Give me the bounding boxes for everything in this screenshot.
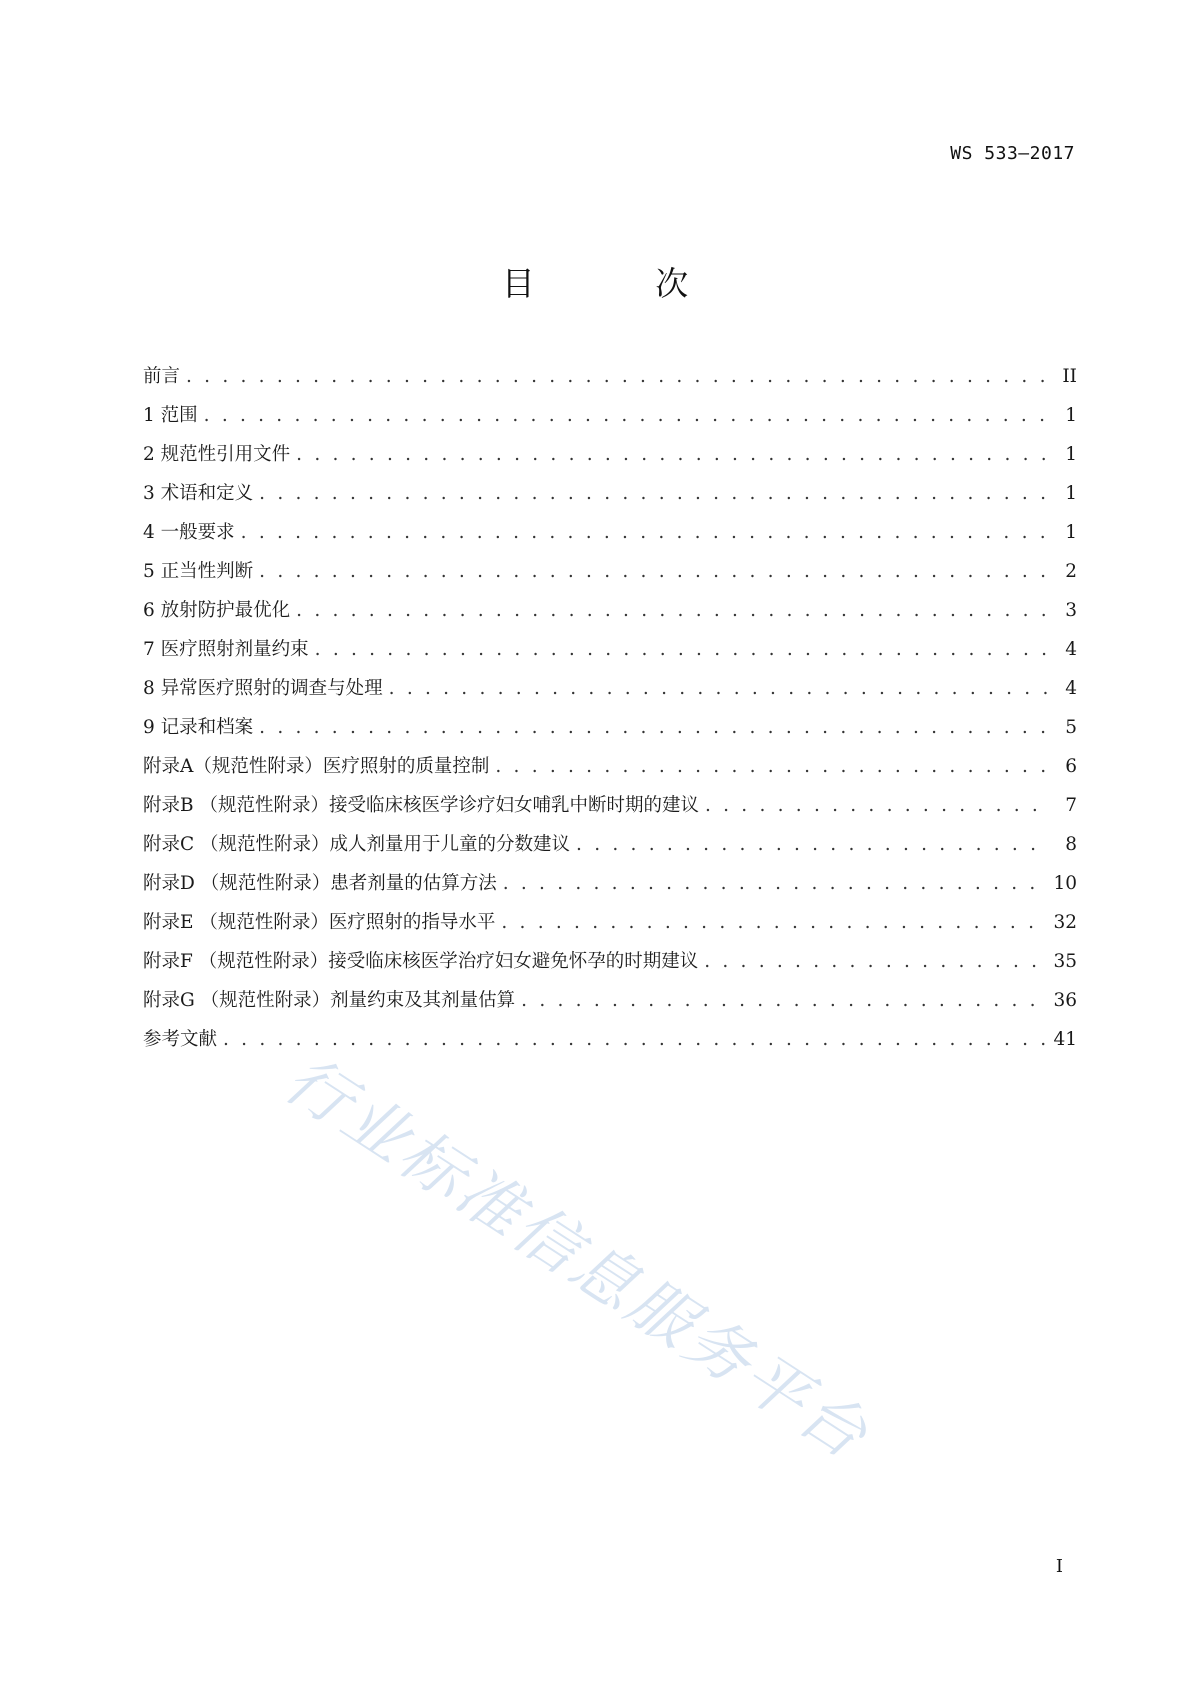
toc-dot-leader (259, 708, 1049, 747)
toc-entry-page: 35 (1053, 951, 1077, 972)
toc-entry-appendix-b[interactable] (143, 786, 1077, 825)
toc-dot-leader (186, 357, 1049, 396)
page-title: 目 次 (501, 264, 744, 303)
toc-entry-label: 7 医疗照射剂量约束 (143, 639, 309, 660)
table-of-contents (143, 357, 1077, 1059)
toc-entry-label: 9 记录和档案 (143, 717, 254, 738)
toc-entry-general-requirements[interactable] (143, 513, 1077, 552)
document-code: WS 533—2017 (950, 143, 1075, 164)
toc-entry-appendix-g[interactable] (143, 981, 1077, 1020)
toc-entry-page: 3 (1065, 600, 1077, 621)
toc-dot-leader (296, 435, 1049, 474)
toc-entry-page: 7 (1065, 795, 1077, 816)
toc-entry-appendix-c[interactable] (143, 825, 1077, 864)
toc-entry-justification[interactable] (143, 552, 1077, 591)
toc-entry-page: II (1062, 366, 1077, 387)
toc-dot-leader (705, 786, 1049, 825)
toc-entry-page: 1 (1065, 444, 1077, 465)
toc-dot-leader (204, 396, 1049, 435)
toc-entry-label: 参考文献 (143, 1029, 218, 1050)
toc-entry-appendix-a[interactable] (143, 747, 1077, 786)
toc-entry-label: 附录G （规范性附录）剂量约束及其剂量估算 (143, 990, 516, 1011)
toc-entry-page: 10 (1053, 873, 1077, 894)
page-number: I (1055, 1556, 1063, 1577)
toc-entry-page: 32 (1053, 912, 1077, 933)
toc-entry-label: 附录D （规范性附录）患者剂量的估算方法 (143, 873, 497, 894)
toc-dot-leader (259, 552, 1049, 591)
toc-entry-label: 附录E （规范性附录）医疗照射的指导水平 (143, 912, 496, 933)
toc-entry-label: 附录C （规范性附录）成人剂量用于儿童的分数建议 (143, 834, 571, 855)
toc-entry-records[interactable] (143, 708, 1077, 747)
toc-dot-leader (576, 825, 1049, 864)
toc-entry-page: 1 (1065, 522, 1077, 543)
toc-dot-leader (501, 903, 1047, 942)
toc-entry-label: 附录F （规范性附录）接受临床核医学治疗妇女避免怀孕的时期建议 (143, 951, 699, 972)
toc-entry-label: 4 一般要求 (143, 522, 235, 543)
toc-dot-leader (241, 513, 1049, 552)
toc-entry-page: 2 (1065, 561, 1077, 582)
toc-entry-terms-definitions[interactable] (143, 474, 1077, 513)
toc-entry-page: 41 (1053, 1029, 1077, 1050)
toc-entry-foreword[interactable] (143, 357, 1077, 396)
toc-entry-label: 2 规范性引用文件 (143, 444, 291, 465)
toc-entry-abnormal-exposure[interactable] (143, 669, 1077, 708)
toc-dot-leader (521, 981, 1047, 1020)
toc-entry-page: 4 (1065, 639, 1077, 660)
toc-entry-page: 1 (1065, 405, 1077, 426)
toc-entry-page: 6 (1065, 756, 1077, 777)
toc-dot-leader (704, 942, 1047, 981)
toc-entry-page: 1 (1065, 483, 1077, 504)
toc-entry-normative-references[interactable] (143, 435, 1077, 474)
toc-entry-page: 36 (1053, 990, 1077, 1011)
toc-entry-appendix-d[interactable] (143, 864, 1077, 903)
toc-entry-label: 8 异常医疗照射的调查与处理 (143, 678, 383, 699)
toc-entry-appendix-e[interactable] (143, 903, 1077, 942)
toc-dot-leader (389, 669, 1049, 708)
toc-entry-label: 5 正当性判断 (143, 561, 254, 582)
toc-entry-label: 附录A（规范性附录）医疗照射的质量控制 (143, 756, 490, 777)
toc-entry-page: 5 (1065, 717, 1077, 738)
toc-entry-appendix-f[interactable] (143, 942, 1077, 981)
toc-entry-label: 1 范围 (143, 405, 198, 426)
toc-entry-label: 附录B （规范性附录）接受临床核医学诊疗妇女哺乳中断时期的建议 (143, 795, 699, 816)
toc-entry-page: 8 (1065, 834, 1077, 855)
toc-entry-dose-constraints[interactable] (143, 630, 1077, 669)
toc-entry-optimization[interactable] (143, 591, 1077, 630)
toc-dot-leader (495, 747, 1049, 786)
toc-entry-bibliography[interactable] (143, 1020, 1077, 1059)
watermark: 行业标准信息服务平台 (271, 1042, 883, 1475)
toc-dot-leader (259, 474, 1049, 513)
toc-entry-label: 3 术语和定义 (143, 483, 254, 504)
toc-entry-page: 4 (1065, 678, 1077, 699)
toc-entry-label: 6 放射防护最优化 (143, 600, 291, 621)
toc-dot-leader (315, 630, 1049, 669)
toc-entry-scope[interactable] (143, 396, 1077, 435)
toc-dot-leader (503, 864, 1048, 903)
toc-entry-label: 前言 (143, 366, 181, 387)
toc-dot-leader (296, 591, 1049, 630)
